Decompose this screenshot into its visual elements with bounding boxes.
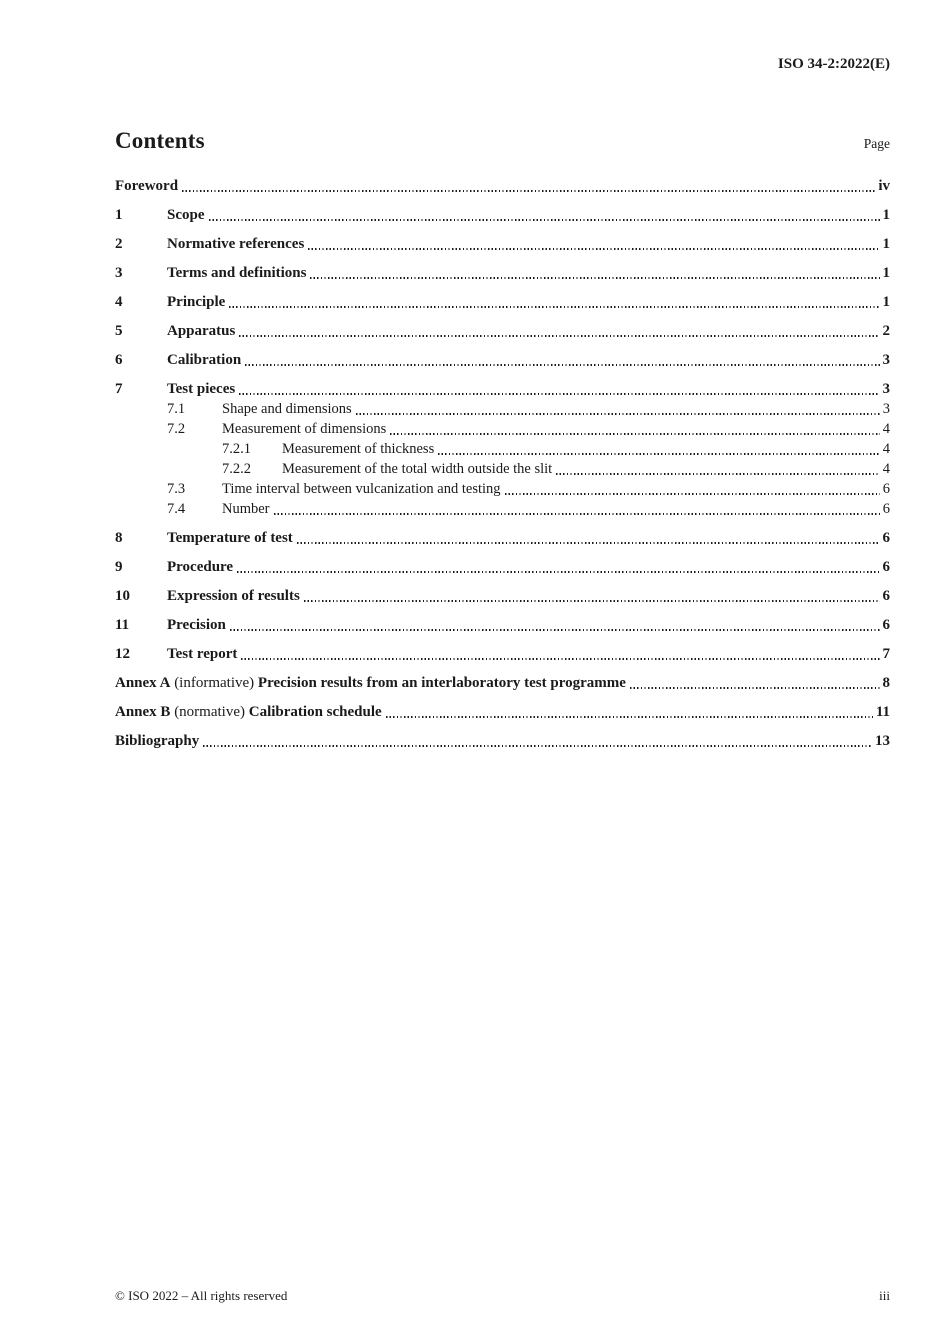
toc-entry-title: Shape and dimensions [222,400,352,417]
toc-entry-precision[interactable] [115,615,890,635]
toc-entry-page: 4 [882,440,890,457]
toc-entry-title: Precision [167,617,226,633]
dotted-leader [438,453,880,455]
dotted-leader [230,629,880,631]
annex-qualifier: (informative) [174,675,255,691]
annex-prefix: Annex B [115,704,171,720]
toc-entry-number: 1 [115,207,123,223]
toc-entry-title: Expression of results [167,588,300,604]
toc-entry-scope[interactable] [115,205,890,225]
toc-entry-title: Measurement of the total width outside the slit [282,460,553,477]
toc-entry-page: 4 [882,420,890,437]
toc-entry-page: 3 [882,381,890,397]
toc-entry-title: Measurement of dimensions [222,420,387,437]
dotted-leader [304,600,880,602]
dotted-leader [182,190,875,192]
toc-entry-temperature-of-test[interactable] [115,528,890,548]
dotted-leader [630,687,880,689]
toc-entry-terms-and-definitions[interactable] [115,263,890,283]
contents-heading-row [115,128,890,154]
document-reference: ISO 34-2:2022(E) [777,56,890,72]
dotted-leader [310,277,879,279]
dotted-leader [390,433,879,435]
toc-entry-title: Normative references [167,236,305,252]
dotted-leader [203,745,872,747]
toc-entry-page: 6 [882,480,890,497]
dotted-leader [239,335,879,337]
toc-entry-title: Principle [167,294,226,310]
toc-entry-title [115,673,626,693]
toc-entry-title: Procedure [167,559,234,575]
toc-entry-number: 7.4 [167,500,186,517]
toc-entry-test-pieces[interactable] [115,379,890,399]
dotted-leader [239,393,879,395]
toc-entry-number: 7 [115,381,123,397]
toc-entry-measurement-of-thickness[interactable] [115,440,890,460]
toc-entry-number: 7.2 [167,420,186,437]
contents-title: Contents [115,128,205,153]
toc-entry-expression-of-results[interactable] [115,586,890,606]
page-footer [115,1288,890,1304]
dotted-leader [505,493,880,495]
toc-entry-title: Scope [167,207,205,223]
toc-entry-title: Terms and definitions [167,265,307,281]
annex-title: Precision results from an interlaboratory test programme [257,675,626,691]
dotted-leader [308,248,879,250]
toc-entry-foreword[interactable] [115,176,890,196]
toc-entry-annex-b[interactable] [115,702,890,722]
toc-entry-test-report[interactable] [115,644,890,664]
toc-entry-title [115,702,382,722]
toc-entry-title: Calibration [167,352,242,368]
dotted-leader [229,306,879,308]
toc-entry-page: 3 [882,400,890,417]
annex-title: Calibration schedule [248,704,382,720]
annex-prefix: Annex A [115,675,171,691]
toc-entry-title: Test pieces [167,381,236,397]
toc-entry-page: 6 [882,559,890,575]
toc-entry-page: 1 [882,207,890,223]
toc-entry-title: Foreword [115,178,179,194]
toc-entry-number: 8 [115,530,123,546]
toc-entry-page: 6 [882,500,890,517]
toc-entry-title: Test report [167,646,238,662]
toc-entry-measurement-of-dimensions[interactable] [115,420,890,440]
toc-entry-number: 2 [115,236,123,252]
toc-entry-annex-a[interactable] [115,673,890,693]
page-column-label: Page [863,136,890,151]
toc-entry-calibration[interactable] [115,350,890,370]
toc-entry-number: 4 [115,294,123,310]
dotted-leader [237,571,879,573]
toc-entry-page: 8 [882,675,890,691]
toc-entry-principle[interactable] [115,292,890,312]
toc-entry-measurement-of-total-width[interactable] [115,460,890,480]
toc-entry-page: 4 [882,460,890,477]
toc-entry-number: 7.1 [167,400,186,417]
table-of-contents [115,128,890,751]
toc-entry-page: 6 [882,588,890,604]
toc-entry-page: 6 [882,530,890,546]
toc-entry-page: 7 [882,646,890,662]
dotted-leader [245,364,879,366]
toc-entry-title: Time interval between vulcanization and testing [222,480,501,497]
toc-entry-number: 11 [115,617,130,633]
toc-entry-time-interval[interactable] [115,480,890,500]
dotted-leader [386,716,873,718]
dotted-leader [274,513,880,515]
toc-entry-shape-and-dimensions[interactable] [115,400,890,420]
toc-entry-number: 7.3 [167,480,186,497]
toc-entry-title: Apparatus [167,323,236,339]
toc-entry-number: 7.2.2 [222,460,251,477]
toc-entry-page: 1 [882,236,890,252]
toc-entry-bibliography[interactable] [115,731,890,751]
toc-entry-number: 6 [115,352,123,368]
copyright-notice: © ISO 2022 – All rights reserved [115,1288,288,1303]
toc-entry-title: Bibliography [115,733,200,749]
toc-entry-page: 1 [882,294,890,310]
dotted-leader [556,473,880,475]
toc-entry-page: 6 [882,617,890,633]
dotted-leader [241,658,879,660]
toc-entry-page: 1 [882,265,890,281]
toc-entry-number-of-test-pieces[interactable] [115,500,890,520]
toc-entry-number: 5 [115,323,123,339]
dotted-leader [356,413,880,415]
toc-entry-procedure[interactable] [115,557,890,577]
toc-entry-page: iv [878,178,890,194]
toc-entry-number: 7.2.1 [222,440,251,457]
toc-entry-title: Measurement of thickness [282,440,435,457]
toc-entry-number: 3 [115,265,123,281]
folio-page-number: iii [879,1288,890,1303]
toc-entry-title: Temperature of test [167,530,293,546]
toc-entry-normative-references[interactable] [115,234,890,254]
toc-entry-page: 11 [875,704,890,720]
toc-entry-page: 2 [882,323,890,339]
annex-qualifier: (normative) [174,704,245,720]
toc-entry-number: 9 [115,559,123,575]
toc-entry-page: 3 [882,352,890,368]
dotted-leader [209,219,880,221]
toc-entry-number: 10 [115,588,130,604]
dotted-leader [297,542,880,544]
toc-entry-page: 13 [875,733,890,749]
toc-entry-title: Number [222,500,270,517]
toc-entry-apparatus[interactable] [115,321,890,341]
toc-entry-number: 12 [115,646,130,662]
